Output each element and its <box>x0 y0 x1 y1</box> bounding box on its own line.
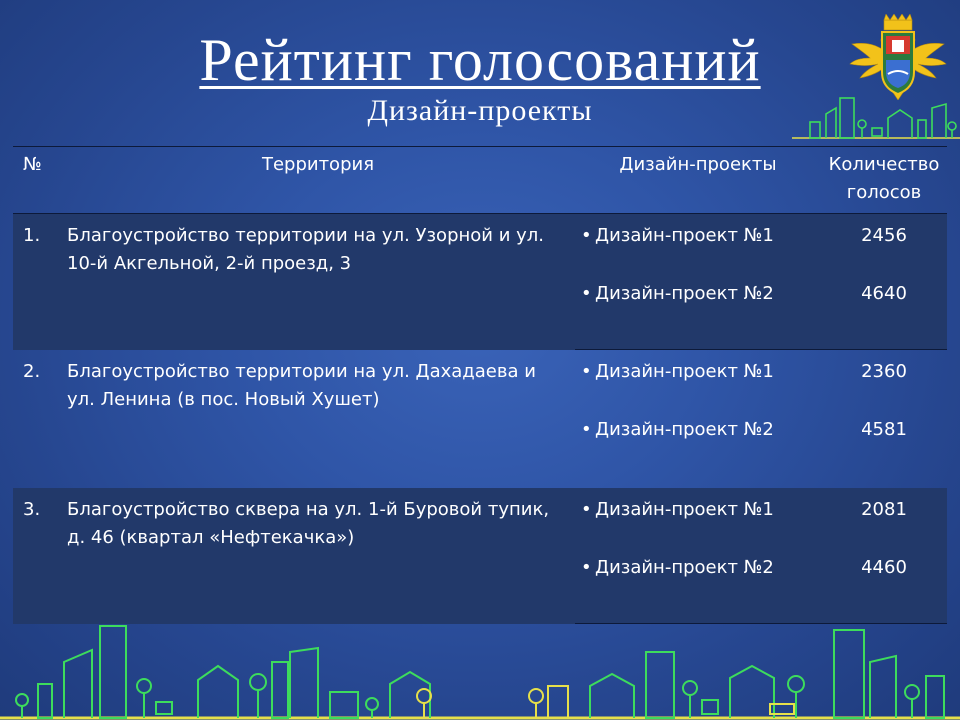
design-project-name: Дизайн-проект №2 <box>595 282 774 304</box>
votes-cell: 2456 <box>821 214 947 274</box>
design-project-name: Дизайн-проект №1 <box>595 361 774 382</box>
design-project-cell <box>575 488 821 548</box>
territory-cell: Благоустройство территории на ул. Дахадаева и ул. Ленина (в пос. Новый Хушет) <box>67 360 536 410</box>
skyline-top-icon <box>792 94 960 140</box>
design-project-name: Дизайн-проект №1 <box>595 225 774 246</box>
coat-of-arms-icon <box>848 14 948 100</box>
design-project-name: Дизайн-проект №2 <box>595 556 774 578</box>
design-project-cell <box>575 214 821 274</box>
bullet-icon: • <box>581 225 592 246</box>
votes-cell: 4640 <box>821 274 947 350</box>
design-project-cell <box>575 274 821 350</box>
header-territory: Территория <box>61 147 575 214</box>
row-number: 1. <box>13 214 61 350</box>
header-votes: Количество голосов <box>821 147 947 214</box>
table-header-row <box>13 147 947 214</box>
header-design-projects: Дизайн-проекты <box>575 147 821 214</box>
voting-rating-table <box>13 146 947 624</box>
votes-cell: 4581 <box>861 418 907 440</box>
slide-subtitle: Дизайн-проекты <box>367 94 593 127</box>
table-row <box>13 214 947 274</box>
slide-title: Рейтинг голосований <box>199 27 761 93</box>
votes-cell: 2360 <box>861 361 907 382</box>
design-project-cell <box>575 548 821 624</box>
bullet-icon: • <box>581 282 592 304</box>
bullet-icon: • <box>581 361 592 382</box>
skyline-bottom-icon <box>0 622 960 720</box>
row-number: 2. <box>23 360 41 382</box>
design-project-cell <box>575 350 821 410</box>
design-project-name: Дизайн-проект №2 <box>595 418 774 440</box>
table-row <box>13 350 947 410</box>
row-number: 3. <box>13 488 61 624</box>
bullet-icon: • <box>581 556 592 578</box>
table-row <box>13 488 947 548</box>
header-number: № <box>13 147 61 214</box>
territory-cell: Благоустройство территории на ул. Узорной и ул. 10-й Акгельной, 2-й проезд, 3 <box>61 214 575 350</box>
votes-cell: 4460 <box>821 548 947 624</box>
design-project-name: Дизайн-проект №1 <box>595 498 774 520</box>
bullet-icon: • <box>581 498 592 520</box>
territory-cell: Благоустройство сквера на ул. 1-й Буровой тупик, д. 46 (квартал «Нефтекачка») <box>61 488 575 624</box>
bullet-icon: • <box>581 418 592 440</box>
design-project-cell <box>575 410 821 488</box>
votes-cell: 2081 <box>821 488 947 548</box>
